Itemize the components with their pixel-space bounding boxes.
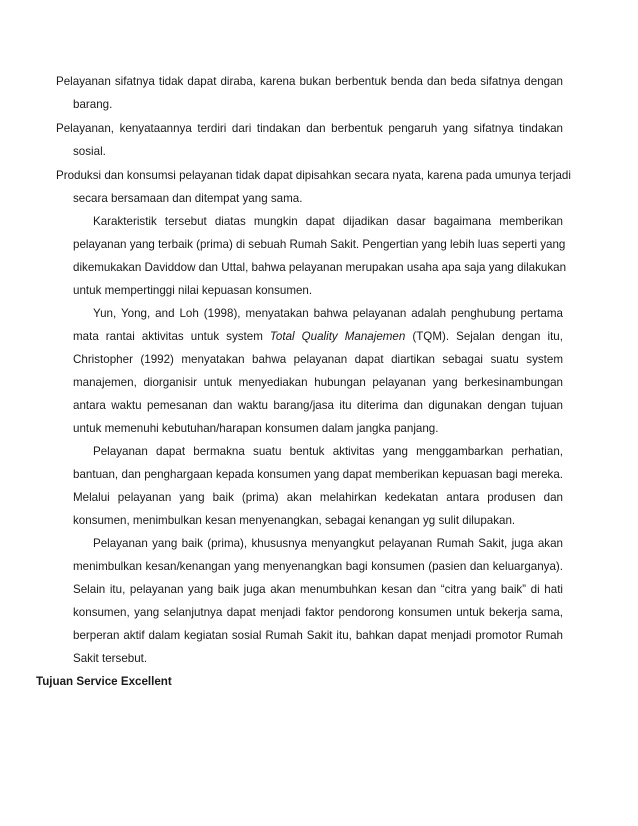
text-segment: (TQM). Sejalan dengan itu, <box>405 330 563 343</box>
paragraph-line: barang. <box>73 98 113 111</box>
paragraph-line: bantuan, dan penghargaan kepada konsumen yang dapat memberikan kepuasan bagi mereka. <box>73 468 563 481</box>
paragraph-line: Melalui pelayanan yang baik (prima) akan melahirkan kedekatan antara produsen dan <box>73 491 563 504</box>
paragraph-line: konsumen, menimbulkan kesan menyenangkan, sebagai kenangan yg sulit dilupakan. <box>73 514 516 527</box>
paragraph-line: Karakteristik tersebut diatas mungkin dapat dijadikan dasar bagaimana memberikan <box>93 215 563 228</box>
text-segment: mata rantai aktivitas untuk system <box>73 330 270 343</box>
paragraph-line: Selain itu, pelayanan yang baik juga akan menumbuhkan kesan dan “citra yang baik” di hati <box>73 583 563 596</box>
paragraph-line-with-italic <box>73 330 563 344</box>
paragraph-line: konsumen, yang selanjutnya dapat menjadi faktor pendorong konsumen untuk bekerja sama, <box>73 606 563 619</box>
paragraph-line: sosial. <box>73 145 106 158</box>
paragraph-line: Pelayanan, kenyataannya terdiri dari tindakan dan berbentuk pengaruh yang sifatnya tindakan <box>56 122 563 135</box>
section-heading: Tujuan Service Excellent <box>36 675 172 688</box>
paragraph-line: manajemen, diorganisir untuk menyediakan hubungan pelayanan yang berkesinambungan <box>73 376 563 389</box>
paragraph-line: Produksi dan konsumsi pelayanan tidak dapat dipisahkan secara nyata, karena pada umunya terjadi <box>56 169 571 182</box>
paragraph-line: untuk memenuhi kebutuhan/harapan konsumen dalam jangka panjang. <box>73 422 439 435</box>
paragraph-line: Sakit tersebut. <box>73 652 148 665</box>
paragraph-line: Pelayanan sifatnya tidak dapat diraba, karena bukan berbentuk benda dan beda sifatnya dengan <box>56 75 563 88</box>
paragraph-line: untuk mempertinggi nilai kepuasan konsumen. <box>73 284 313 297</box>
paragraph-line: Pelayanan dapat bermakna suatu bentuk aktivitas yang menggambarkan perhatian, <box>93 445 563 458</box>
paragraph-line: dikemukakan Daviddow dan Uttal, bahwa pelayanan merupakan usaha apa saja yang dilakukan <box>73 261 567 274</box>
paragraph-line: secara bersamaan dan ditempat yang sama. <box>73 192 303 205</box>
paragraph-line: Yun, Yong, and Loh (1998), menyatakan bahwa pelayanan adalah penghubung pertama <box>93 307 563 320</box>
italic-term: Total Quality Manajemen <box>269 330 406 343</box>
paragraph-line: antara waktu pemesanan dan waktu barang/jasa itu diterima dan digunakan dengan tujuan <box>73 399 563 412</box>
paragraph-line: Christopher (1992) menyatakan bahwa pelayanan dapat diartikan sebagai suatu system <box>73 353 563 366</box>
paragraph-line: menimbulkan kesan/kenangan yang menyenangkan bagi konsumen (pasien dan keluarganya). <box>73 560 563 573</box>
paragraph-line: berperan aktif dalam kegiatan sosial Rumah Sakit itu, bahkan dapat menjadi promotor Rumah <box>73 629 563 642</box>
paragraph-line: pelayanan yang terbaik (prima) di sebuah Rumah Sakit. Pengertian yang lebih luas seperti yang <box>73 238 566 251</box>
paragraph-line: Pelayanan yang baik (prima), khususnya menyangkut pelayanan Rumah Sakit, juga akan <box>93 537 563 550</box>
